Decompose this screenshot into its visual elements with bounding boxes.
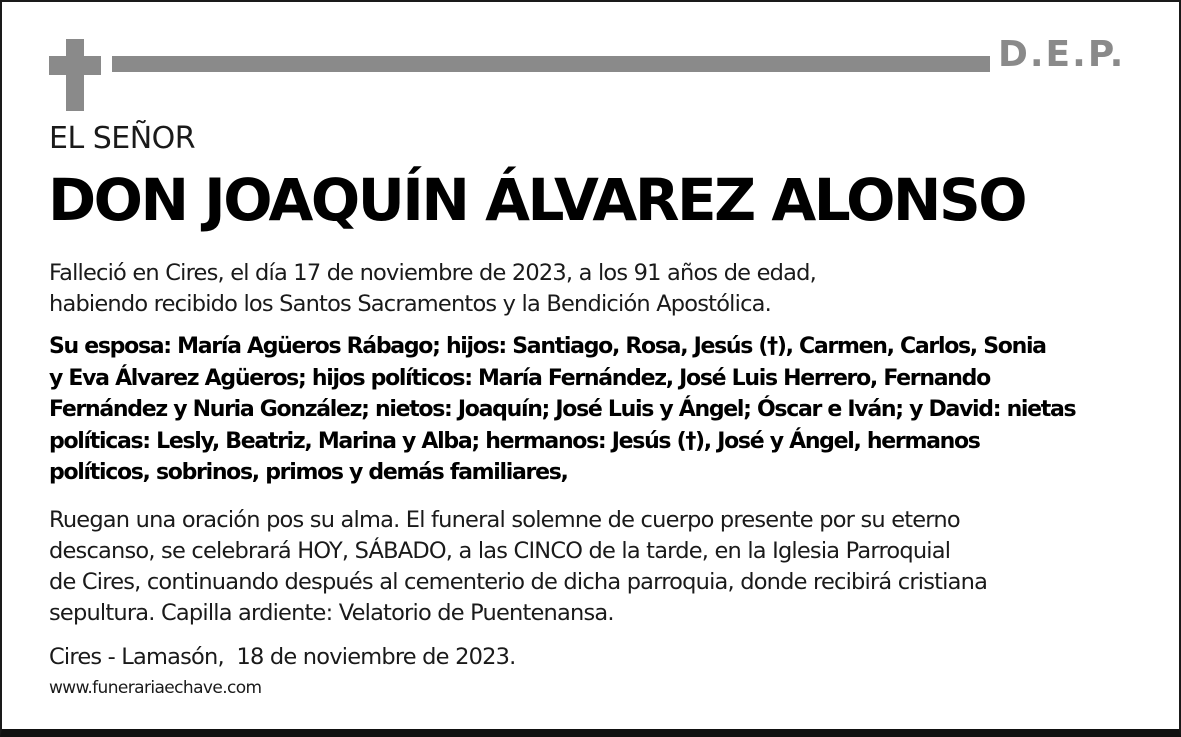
family-list [49, 331, 1174, 489]
dep-label: D.E.P. [998, 34, 1126, 75]
death-notice-line: habiendo recibido los Santos Sacramentos y la Bendición Apostólica. [49, 291, 771, 317]
cross-icon [49, 39, 101, 111]
website-link[interactable]: www.funerariaechave.com [49, 678, 262, 698]
funeral-line: de Cires, continuando después al cementerio de dicha parroquia, donde recibirá cristiana [49, 569, 988, 595]
family-line: y Eva Álvarez Agüeros; hijos políticos: María Fernández, José Luis Herrero, Fernando [49, 365, 990, 391]
funeral-details [49, 505, 1174, 629]
family-line: Su esposa: María Agüeros Rábago; hijos: Santiago, Rosa, Jesús (†), Carmen, Carlos, Sonia [49, 334, 1046, 359]
funeral-line: Ruegan una oración pos su alma. El funeral solemne de cuerpo presente por su eterno [49, 507, 960, 533]
place-date: Cires - Lamasón, 18 de noviembre de 2023. [49, 644, 516, 670]
family-line: Fernández y Nuria González; nietos: Joaquín; José Luis y Ángel; Óscar e Iván; y David: nietas [49, 397, 1076, 422]
death-notice [49, 258, 1174, 320]
family-line: políticas: Lesly, Beatriz, Marina y Alba; hermanos: Jesús (†), José y Ángel, hermanos [49, 428, 980, 454]
family-line: políticos, sobrinos, primos y demás familiares, [49, 460, 568, 485]
funeral-line: sepultura. Capilla ardiente: Velatorio de Puentenansa. [49, 600, 614, 626]
deceased-name: DON JOAQUÍN ÁLVAREZ ALONSO [48, 166, 1026, 234]
header-rule [112, 56, 990, 72]
funeral-line: descanso, se celebrará HOY, SÁBADO, a las CINCO de la tarde, en la Iglesia Parroquial [49, 538, 951, 564]
honorific: EL SEÑOR [49, 121, 196, 156]
death-notice-line: Falleció en Cires, el día 17 de noviembre de 2023, a los 91 años de edad, [49, 260, 816, 286]
